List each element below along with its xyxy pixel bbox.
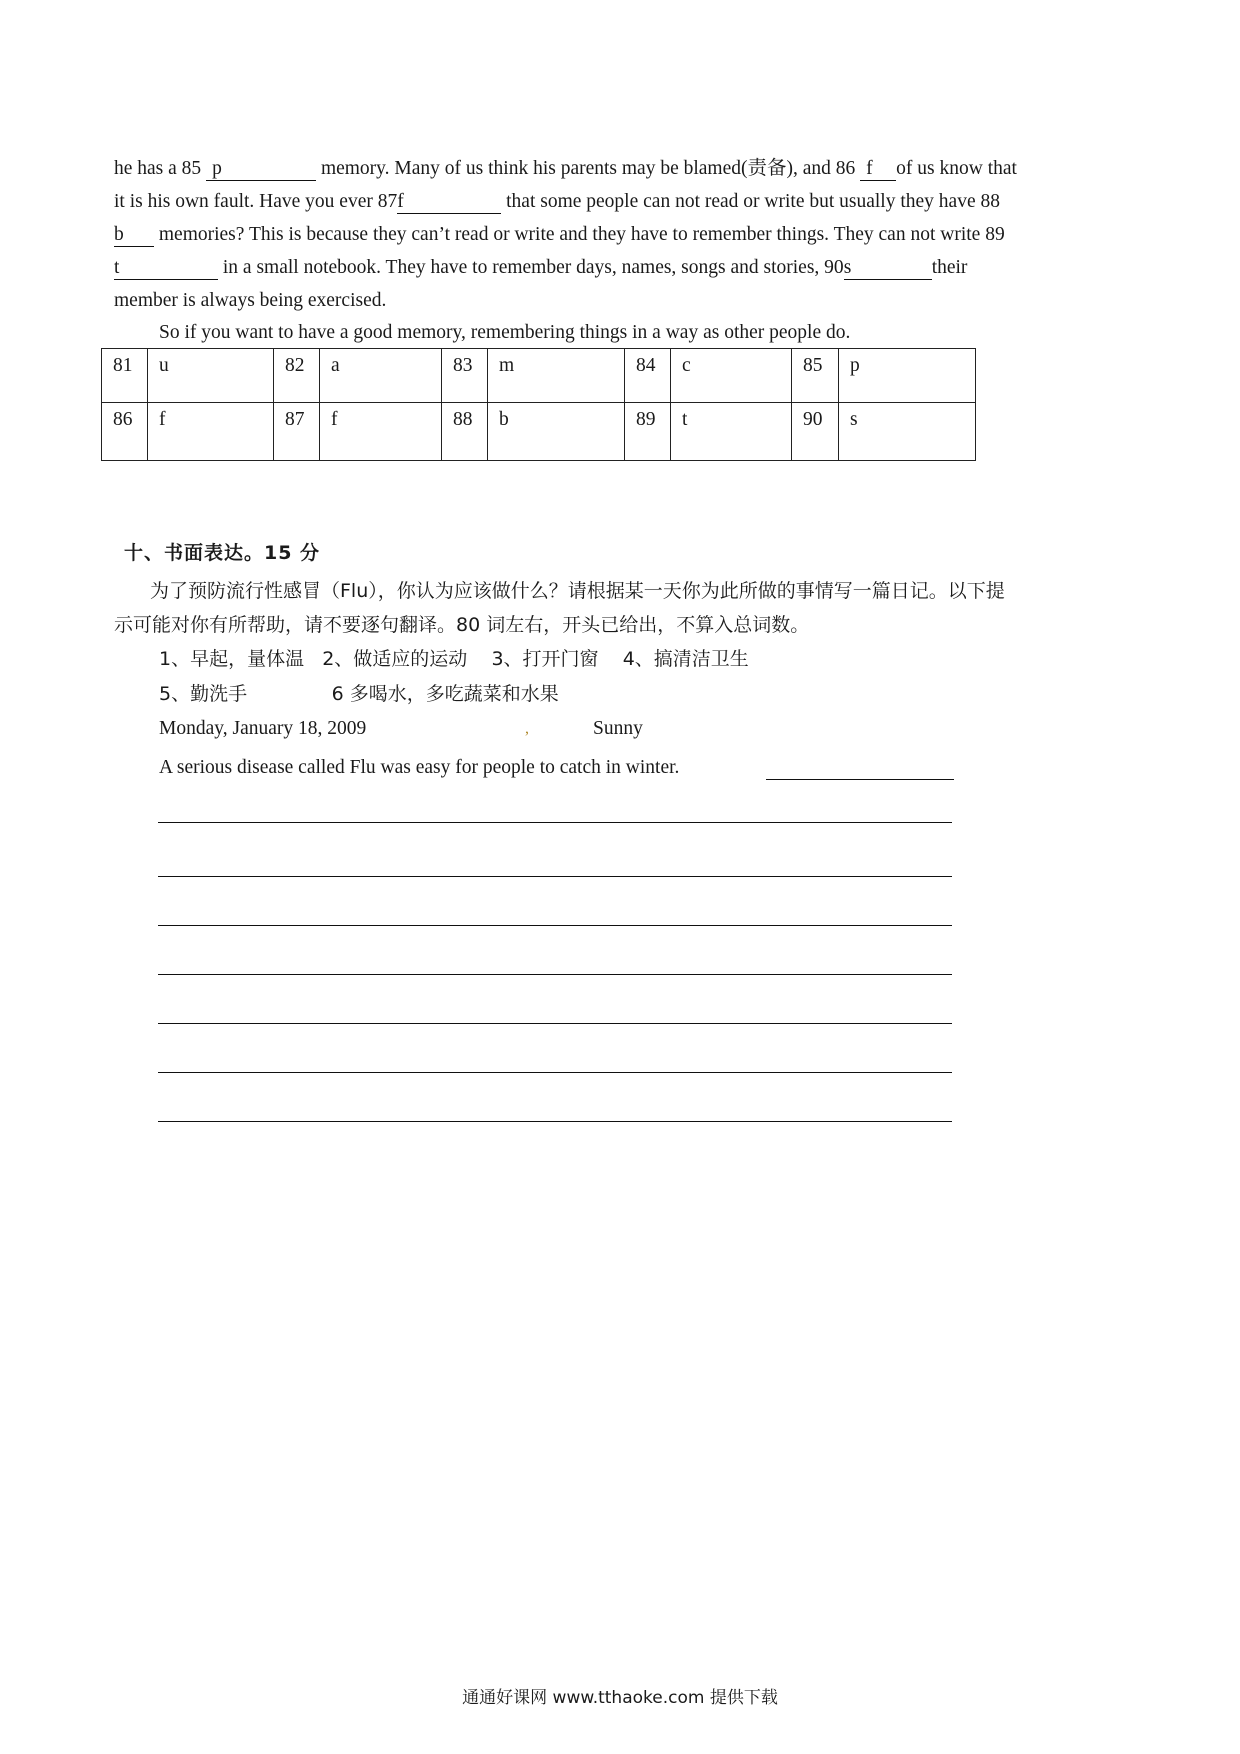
blank-89: t xyxy=(114,257,218,280)
question-number: 85 xyxy=(792,349,839,403)
page-footer: 通通好课网 www.tthaoke.com 提供下载 xyxy=(462,1688,778,1708)
answer-cell: s xyxy=(839,403,976,461)
writing-line[interactable] xyxy=(158,925,952,926)
answer-cell: f xyxy=(320,403,442,461)
passage-text: memory. Many of us think his parents may be blamed(责备), and 86 xyxy=(316,158,861,179)
writing-hints xyxy=(159,642,749,712)
answer-cell: f xyxy=(148,403,274,461)
writing-line[interactable] xyxy=(158,822,952,823)
answer-cell: b xyxy=(488,403,625,461)
answer-cell: t xyxy=(671,403,792,461)
question-number: 84 xyxy=(625,349,671,403)
question-number: 87 xyxy=(274,403,320,461)
question-number: 86 xyxy=(102,403,148,461)
passage-text: in a small notebook. They have to remember days, names, songs and stories, 90 xyxy=(218,257,844,278)
answer-cell: p xyxy=(839,349,976,403)
diary-opening-sentence: A serious disease called Flu was easy for people to catch in winter. xyxy=(159,757,680,778)
section-title: 十、书面表达。15 分 xyxy=(124,542,321,564)
passage-line-2 xyxy=(114,185,1136,218)
passage-conclusion: So if you want to have a good memory, remembering things in a way as other people do. xyxy=(159,322,851,343)
blank-86: f xyxy=(860,158,896,181)
answer-cell: m xyxy=(488,349,625,403)
answer-cell: a xyxy=(320,349,442,403)
blank-88: b xyxy=(114,224,154,247)
passage-text: memories? This is because they can’t read or write and they have to remember things. They can not write 89 xyxy=(154,224,1005,245)
hint-row: 1、早起，量体温 2、做适应的运动 3、打开门窗 4、搞清洁卫生 xyxy=(159,648,749,670)
blank-87: f xyxy=(397,191,501,214)
question-number: 88 xyxy=(442,403,488,461)
passage-text: he has a 85 xyxy=(114,158,207,179)
question-number: 82 xyxy=(274,349,320,403)
writing-line[interactable] xyxy=(158,974,952,975)
diary-date: Monday, January 18, 2009 xyxy=(159,718,367,739)
writing-line[interactable] xyxy=(158,876,952,877)
writing-line[interactable] xyxy=(158,1023,952,1024)
writing-line[interactable] xyxy=(158,1121,952,1122)
table-row xyxy=(102,349,976,403)
blank-85: p xyxy=(206,158,316,181)
answer-table xyxy=(101,348,976,461)
instruction-line: 为了预防流行性感冒（Flu），你认为应该做什么？请根据某一天你为此所做的事情写一篇日记。以下提 xyxy=(150,580,1005,602)
writing-line[interactable] xyxy=(158,1072,952,1073)
passage-line-5: member is always being exercised. xyxy=(114,290,387,311)
stray-mark: , xyxy=(525,720,529,737)
passage-text: that some people can not read or write but usually they have 88 xyxy=(501,191,1000,212)
answer-cell: u xyxy=(148,349,274,403)
blank-90: s xyxy=(844,257,932,280)
passage-text: of us know that xyxy=(896,158,1017,179)
question-number: 83 xyxy=(442,349,488,403)
reading-passage xyxy=(114,152,1136,317)
passage-line-1 xyxy=(114,152,1136,185)
passage-text: their xyxy=(931,257,968,278)
diary-weather: Sunny xyxy=(593,718,643,739)
table-row xyxy=(102,403,976,461)
writing-instructions xyxy=(114,574,1140,642)
instruction-line: 示可能对你有所帮助，请不要逐句翻译。80 词左右，开头已给出，不算入总词数。 xyxy=(114,614,810,636)
passage-line-4 xyxy=(114,251,1136,284)
writing-line[interactable] xyxy=(766,779,954,780)
hint-row: 5、勤洗手 6 多喝水，多吃蔬菜和水果 xyxy=(159,683,559,705)
question-number: 81 xyxy=(102,349,148,403)
question-number: 90 xyxy=(792,403,839,461)
passage-text: it is his own fault. Have you ever 87 xyxy=(114,191,398,212)
answer-cell: c xyxy=(671,349,792,403)
question-number: 89 xyxy=(625,403,671,461)
passage-line-3 xyxy=(114,218,1136,251)
